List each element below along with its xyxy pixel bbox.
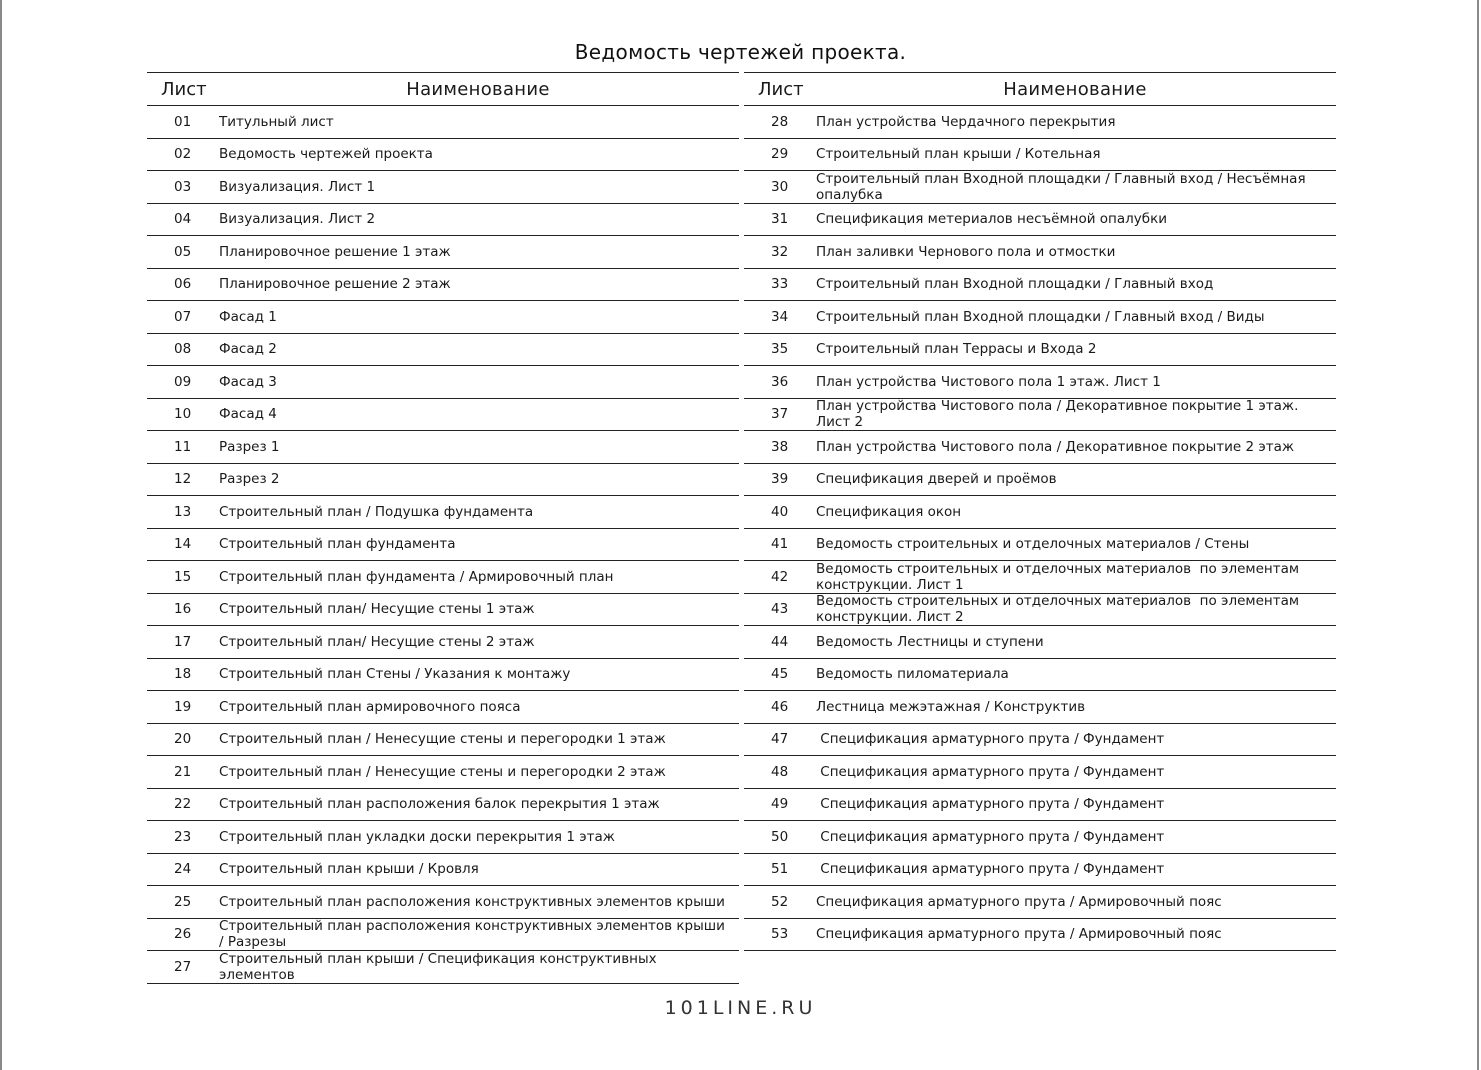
sheet-number: 06 [174,276,192,293]
sheet-number: 29 [771,146,789,163]
sheet-number: 05 [174,243,192,260]
sheet-name: Строительный план расположения конструктивных элементов крыши [219,893,725,910]
sheet-number: 17 [174,633,192,650]
table-row [147,691,739,724]
sheet-number: 34 [771,308,789,325]
sheet-number: 47 [771,731,789,748]
sheet-number: 28 [771,113,789,130]
sheet-name: Планировочное решение 2 этаж [219,276,451,292]
sheet-name: Спецификация арматурного прута / Армировочный пояс [816,893,1222,910]
sheet-name: Строительный план / Ненесущие стены и перегородки 1 этаж [219,731,666,747]
table-row [744,301,1336,334]
sheet-name: Титульный лист [219,113,334,130]
table-body [147,106,739,984]
table-row [147,951,739,984]
table-row [147,171,739,204]
sheet-name: Строительный план Входной площадки / Главный вход / Виды [816,308,1265,325]
table-row [147,659,739,692]
table-row [744,496,1336,529]
sheet-name: Спецификация арматурного прута / Фундамент [816,861,1165,877]
table-row [147,886,739,919]
sheet-number: 08 [174,341,192,358]
table-row [744,789,1336,822]
table-row [744,334,1336,367]
sheet-name: Спецификация окон [816,503,962,520]
sheet-number: 33 [771,276,789,293]
drawings-table-left [147,72,739,984]
sheet-number: 25 [174,893,192,910]
sheet-name: Строительный план Террасы и Входа 2 [816,341,1097,357]
sheet-name: Строительный план фундамента / Армировочный план [219,568,614,585]
table-row [147,594,739,627]
sheet-name: Спецификация арматурного прута / Фундамент [816,796,1165,812]
sheet-number: 15 [174,568,192,585]
sheet-name: Планировочное решение 1 этаж [219,243,451,260]
sheet-number: 32 [771,243,789,260]
table-row [147,106,739,139]
sheet-name: Ведомость Лестницы и ступени [816,633,1044,650]
sheet-name: Строительный план крыши / Спецификация конструктивных элементов [219,950,661,983]
sheet-name: Разрез 2 [219,471,280,487]
sheet-number: 12 [174,471,192,488]
sheet-number: 04 [174,211,192,228]
sheet-name: План устройства Чистового пола 1 этаж. Лист 1 [816,373,1161,390]
sheet-name: Строительный план Стены / Указания к монтажу [219,666,571,682]
table-header [147,73,739,106]
sheet-name: Строительный план расположения конструктивных элементов крыши / Разрезы [219,918,730,951]
sheet-name: Спецификация арматурного прута / Армировочный пояс [816,926,1222,942]
sheet-number: 31 [771,211,789,228]
table-row [744,106,1336,139]
sheet-name: План устройства Чердачного перекрытия [816,113,1116,130]
sheet-name: Фасад 3 [219,373,277,390]
sheet-number: 39 [771,471,789,488]
sheet-name: План устройства Чистового пола / Декоративное покрытие 1 этаж. Лист 2 [816,398,1303,431]
sheet-number: 46 [771,698,789,715]
table-row [744,139,1336,172]
sheet-number: 36 [771,373,789,390]
table-row [744,431,1336,464]
sheet-number: 52 [771,893,789,910]
table-row [744,366,1336,399]
table-row [147,496,739,529]
sheet-number: 53 [771,926,789,943]
sheet-number: 13 [174,503,192,520]
sheet-number: 16 [174,601,192,618]
table-row [147,854,739,887]
sheet-name: Строительный план / Подушка фундамента [219,503,534,520]
sheet-number: 30 [771,178,789,195]
table-row [744,854,1336,887]
sheet-name: План устройства Чистового пола / Декоративное покрытие 2 этаж [816,438,1295,455]
sheet-number: 20 [174,731,192,748]
table-row [147,269,739,302]
table-row [147,366,739,399]
table-row [147,919,739,952]
sheet-name: Строительный план Входной площадки / Главный вход [816,276,1214,292]
table-body [744,106,1336,951]
table-row [147,204,739,237]
table-row [744,171,1336,204]
name-column-header: Наименование [1003,78,1147,100]
sheet-name: Ведомость чертежей проекта [219,146,433,162]
sheet-number: 51 [771,861,789,878]
sheet-name: Спецификация арматурного прута / Фундамент [816,731,1165,747]
sheet-number: 24 [174,861,192,878]
sheet-name: Строительный план Входной площадки / Главный вход / Несъёмная опалубка [816,170,1310,203]
sheet-name: Строительный план / Ненесущие стены и перегородки 2 этаж [219,763,666,780]
table-row [744,529,1336,562]
sheet-number: 02 [174,146,192,163]
document-title: Ведомость чертежей проекта. [574,40,907,64]
sheet-number: 01 [174,113,192,130]
table-row [744,756,1336,789]
sheet-name: Строительный план расположения балок перекрытия 1 этаж [219,796,660,812]
sheet-number: 50 [771,828,789,845]
sheet-name: Визуализация. Лист 2 [219,211,376,227]
sheet-name: Спецификация дверей и проёмов [816,471,1057,487]
sheet-name: Лестница межэтажная / Конструктив [816,698,1086,715]
sheet-number: 23 [174,828,192,845]
sheet-number: 21 [174,763,192,780]
sheet-number: 35 [771,341,789,358]
sheet-number: 26 [174,926,192,943]
table-row [744,594,1336,627]
sheet-number: 03 [174,178,192,195]
table-row [744,269,1336,302]
sheet-name: Спецификация арматурного прута / Фундамент [816,763,1165,780]
sheet-name: Ведомость пиломатериала [816,666,1009,682]
sheet-name: План заливки Чернового пола и отмостки [816,243,1116,260]
table-row [147,756,739,789]
sheet-name: Ведомость строительных и отделочных материалов по элементам конструкции. Лист 2 [816,593,1304,626]
table-row [744,561,1336,594]
sheet-name: Строительный план крыши / Кровля [219,861,479,877]
sheet-name: Фасад 4 [219,406,277,422]
table-row [147,821,739,854]
sheet-number: 41 [771,536,789,553]
sheet-number: 40 [771,503,789,520]
table-row [744,821,1336,854]
table-row [147,431,739,464]
table-row [744,236,1336,269]
sheet-number: 14 [174,536,192,553]
sheet-name: Строительный план крыши / Котельная [816,146,1101,162]
table-row [147,236,739,269]
sheet-name: Строительный план укладки доски перекрытия 1 этаж [219,828,615,845]
sheet-name: Строительный план/ Несущие стены 2 этаж [219,633,535,650]
sheet-name: Спецификация метериалов несъёмной опалубки [816,211,1168,227]
table-row [147,529,739,562]
name-column-header: Наименование [406,78,550,100]
sheet-number: 45 [771,666,789,683]
sheet-name: Строительный план/ Несущие стены 1 этаж [219,601,535,617]
table-row [744,691,1336,724]
sheet-number: 10 [174,406,192,423]
table-row [147,724,739,757]
sheet-name: Фасад 1 [219,308,277,325]
sheet-column-header: Лист [161,78,207,100]
table-row [744,724,1336,757]
sheet-number: 19 [174,698,192,715]
sheet-name: Визуализация. Лист 1 [219,178,376,195]
table-row [147,626,739,659]
sheet-number: 18 [174,666,192,683]
sheet-number: 27 [174,958,192,975]
footer-logo: 101LINE.RU [664,997,817,1019]
sheet-name: Спецификация арматурного прута / Фундамент [816,828,1165,845]
sheet-name: Строительный план фундамента [219,536,456,552]
sheet-name: Разрез 1 [219,438,280,455]
table-header [744,73,1336,106]
table-row [147,334,739,367]
table-row [744,464,1336,497]
sheet-column-header: Лист [758,78,804,100]
table-row [744,886,1336,919]
table-row [147,561,739,594]
sheet-number: 38 [771,438,789,455]
sheet-number: 43 [771,601,789,618]
table-row [147,789,739,822]
sheet-number: 37 [771,406,789,423]
table-row [147,464,739,497]
table-row [744,399,1336,432]
table-row [147,301,739,334]
sheet-name: Ведомость строительных и отделочных материалов по элементам конструкции. Лист 1 [816,560,1304,593]
sheet-number: 44 [771,633,789,650]
sheet-name: Ведомость строительных и отделочных материалов / Стены [816,536,1250,552]
sheet-number: 22 [174,796,192,813]
table-row [744,659,1336,692]
table-row [147,139,739,172]
table-row [744,204,1336,237]
table-row [744,626,1336,659]
drawings-table-right [744,72,1336,951]
sheet-number: 07 [174,308,192,325]
sheet-number: 42 [771,568,789,585]
table-row [147,399,739,432]
sheet-number: 11 [174,438,192,455]
sheet-number: 09 [174,373,192,390]
sheet-name: Фасад 2 [219,341,277,357]
table-row [744,919,1336,952]
sheet-number: 49 [771,796,789,813]
sheet-number: 48 [771,763,789,780]
sheet-name: Строительный план армировочного пояса [219,698,521,715]
